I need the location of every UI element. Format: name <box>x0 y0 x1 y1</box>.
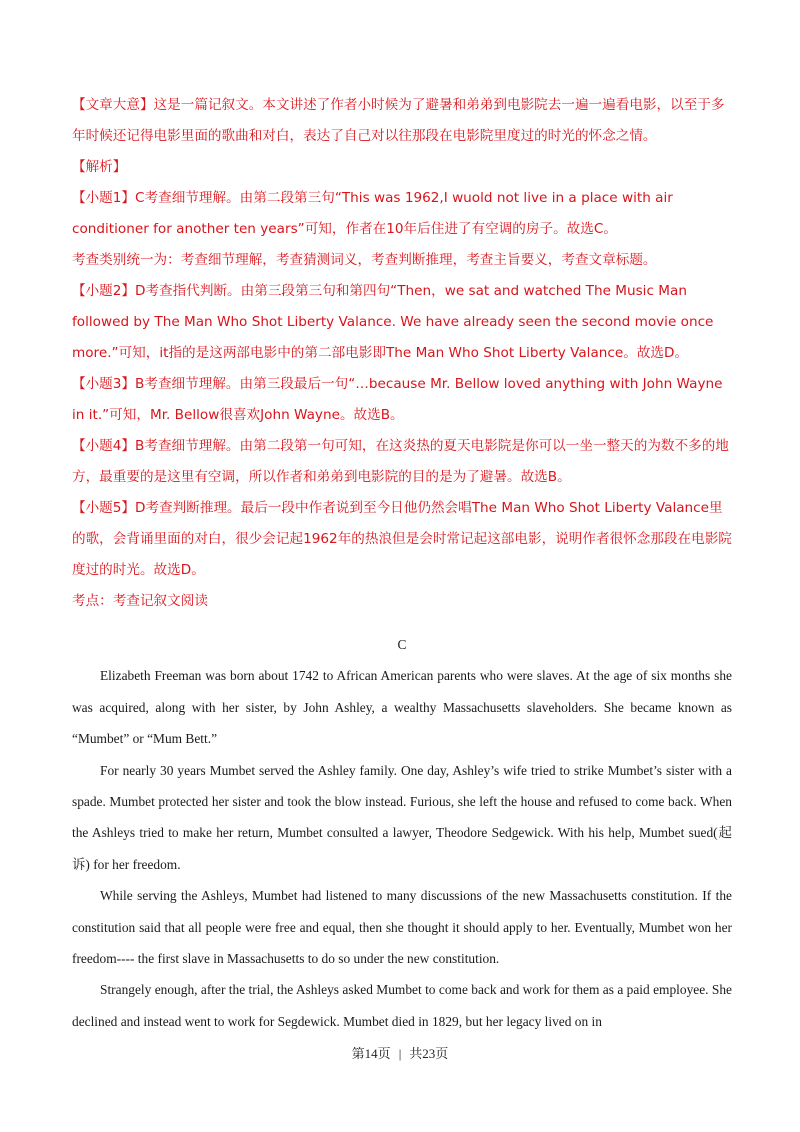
answer-explanation <box>72 90 732 617</box>
topic-label: 考点：考查记叙文阅读 <box>72 593 208 609</box>
page-current: 第14页 <box>351 1046 391 1061</box>
question-2-explanation: 【小题2】D考查指代判断。由第三段第三句和第四句“Then，we sat and watched The Music Man followed by The Man Who Shot Liberty Valance. We have already seen the second movie once more.”可知，it指的是这两部电影中的第二部电影即The Man Who Shot Liberty Valance。故选D。 <box>72 283 714 361</box>
question-3-explanation: 【小题3】B考查细节理解。由第三段最后一句“…because Mr. Bellow loved anything with John Wayne in it.”可知，Mr. Bellow很喜欢John Wayne。故选B。 <box>72 376 723 423</box>
passage-paragraph: Elizabeth Freeman was born about 1742 to African American parents who were slaves. At the age of six months she was acquired, along with her sister, by John Ashley, a wealthy Massachusetts slaveholders. She became known as “Mumbet” or “Mum Bett.” <box>72 668 732 747</box>
question-category-note: 考查类别统一为：考查细节理解，考查猜测词义，考查判断推理，考查主旨要义，考查文章标题。 <box>72 252 657 268</box>
section-letter: C <box>397 637 407 652</box>
reading-passage <box>72 629 732 1037</box>
analysis-heading: 【解析】 <box>72 159 127 175</box>
footer-separator: | <box>398 1046 402 1061</box>
question-5-explanation: 【小题5】D考查判断推理。最后一段中作者说到至今日他仍然会唱The Man Who Shot Liberty Valance里的歌，会背诵里面的对白，很少会记起1962年的热浪但是会时常记起这部电影，说明作者很怀念那段在电影院度过的时光。故选D。 <box>72 500 732 578</box>
article-summary: 【文章大意】这是一篇记叙文。本文讲述了作者小时候为了避暑和弟弟到电影院去一遍一遍看电影，以至于多年时候还记得电影里面的歌曲和对白，表达了自己对以往那段在电影院里度过的时光的怀念之情。 <box>72 97 725 144</box>
page-total: 共23页 <box>409 1046 449 1061</box>
question-4-explanation: 【小题4】B考查细节理解。由第二段第一句可知，在这炎热的夏天电影院是你可以一坐一整天的为数不多的地方，最重要的是这里有空调，所以作者和弟弟到电影院的目的是为了避暑。故选B。 <box>72 438 729 485</box>
page-footer <box>0 1043 800 1062</box>
passage-paragraph: For nearly 30 years Mumbet served the Ashley family. One day, Ashley’s wife tried to strike Mumbet’s sister with a spade. Mumbet protected her sister and took the blow instead. Furious, she left the house and refused to come back. When the Ashleys tried to make her return, Mumbet consulted a lawyer, Theodore Sedgewick. With his help, Mumbet sued(起诉) for her freedom. <box>72 762 732 872</box>
passage-paragraph: While serving the Ashleys, Mumbet had listened to many discussions of the new Massachusetts constitution. If the constitution said that all people were free and equal, then she thought it should apply to her. Eventually, Mumbet won her freedom---- the first slave in Massachusetts to do so under the new constitution. <box>72 888 732 967</box>
question-1-explanation: 【小题1】C考查细节理解。由第二段第三句“This was 1962,I wuold not live in a place with air conditioner for another ten years”可知，作者在10年后住进了有空调的房子。故选C。 <box>72 190 673 237</box>
passage-paragraph: Strangely enough, after the trial, the Ashleys asked Mumbet to come back and work for them as a paid employee. She declined and instead went to work for Segdewick. Mumbet died in 1829, but her legacy lived on in <box>72 982 732 1029</box>
